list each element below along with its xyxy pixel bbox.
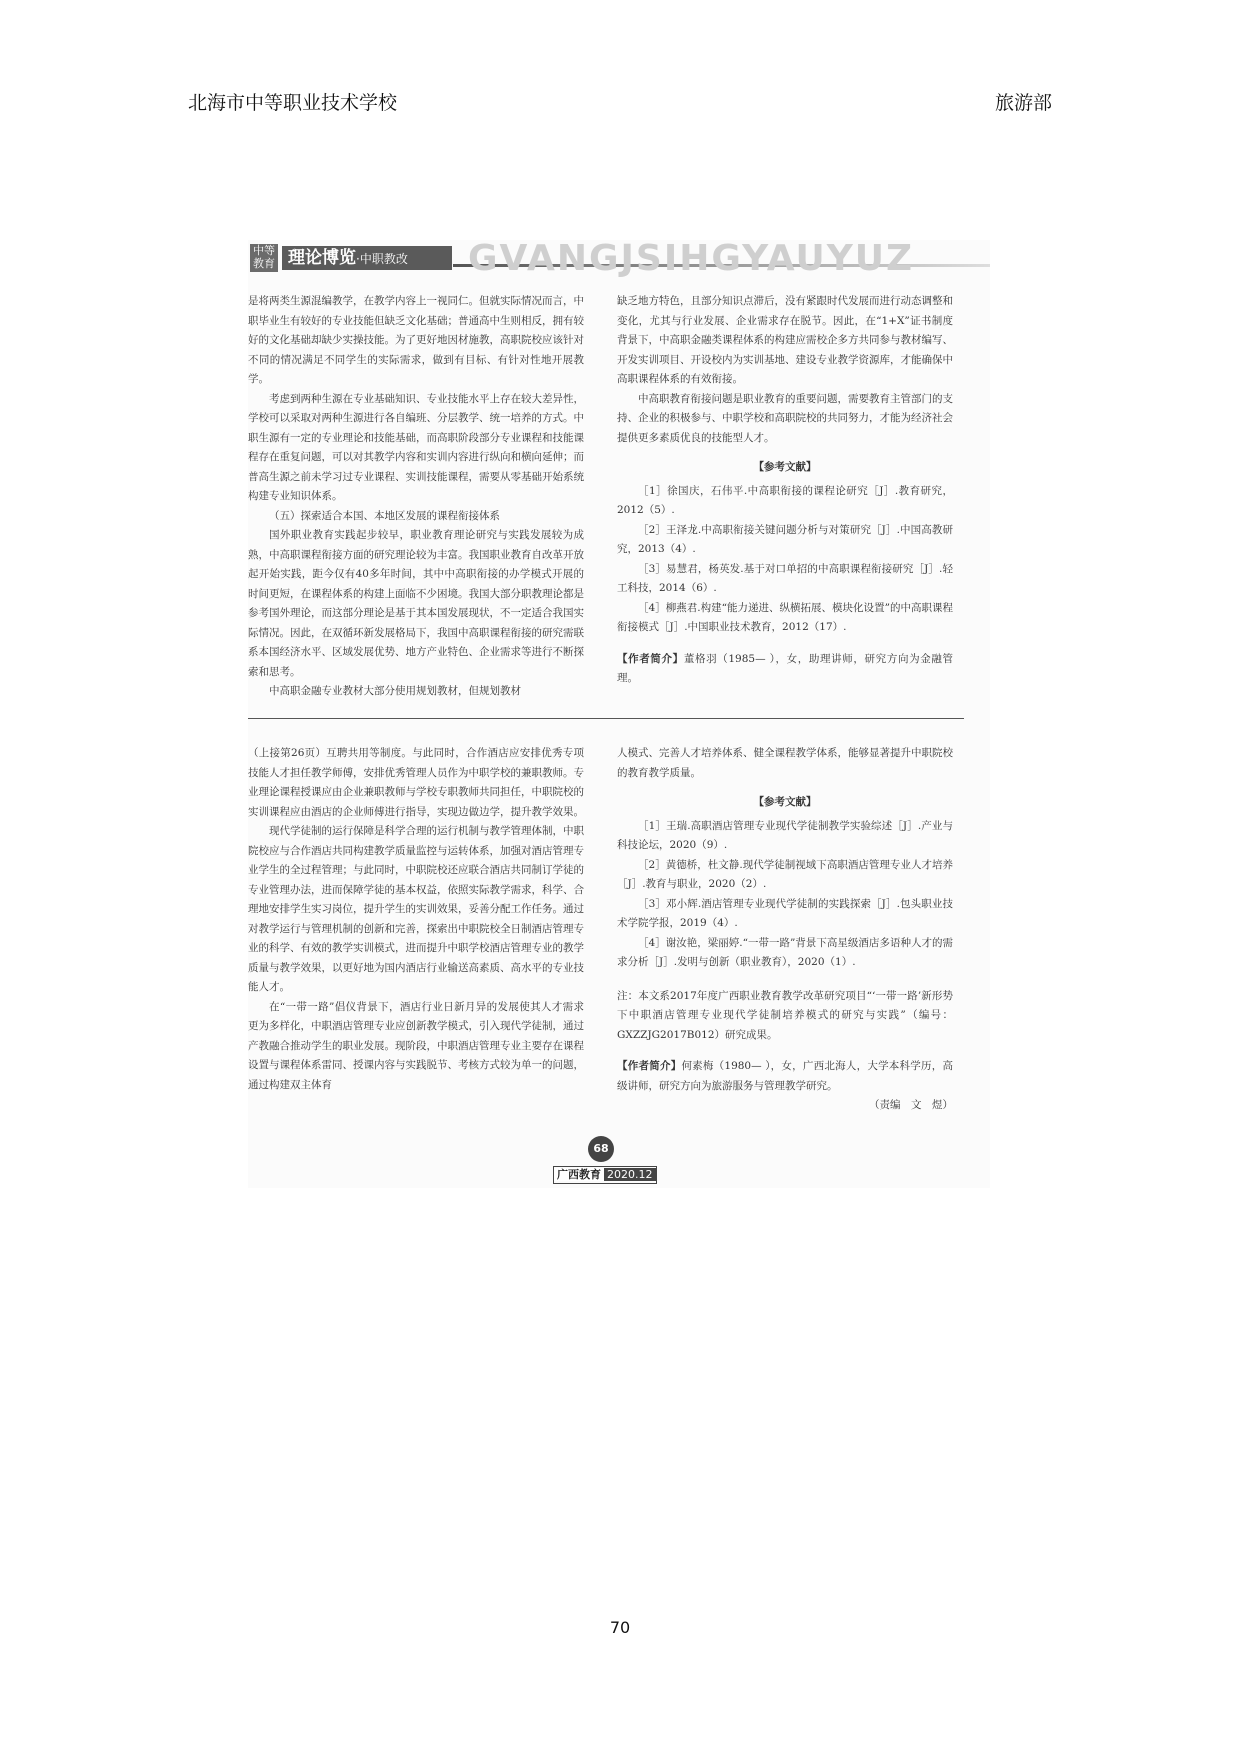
scanned-article [248, 240, 990, 1188]
page-number: 70 [609, 1618, 631, 1637]
top-left-column [248, 292, 584, 712]
paragraph: 是将两类生源混编教学，在教学内容上一视同仁。但就实际情况而言，中职毕业生有较好的专业技能但缺乏文化基础；普通高中生则相反，拥有较好的文化基础却缺少实操技能。为了更好地因材施教，高职院校应该针对不同的情况满足不同学生的实际需求，做到有目标、有针对性地开展教学。 [248, 295, 584, 385]
page-header [188, 88, 1052, 118]
paragraph: 考虑到两种生源在专业基础知识、专业技能水平上存在较大差异性，学校可以采取对两种生源进行各自编班、分层教学、统一培养的方式。中职生源有一定的专业理论和技能基础，而高职阶段部分专业课程和技能课程存在重复问题，可以对其教学内容和实训内容进行纵向和横向延伸；而普高生源之前未学习过专业课程、实训技能课程，需要从零基础开始系统构建专业知识体系。 [248, 392, 584, 502]
editor-credit: （责编 文 煜） [869, 1099, 953, 1111]
top-right-column [617, 292, 953, 712]
author-bio [617, 650, 953, 689]
magazine-footer [553, 1166, 657, 1184]
article-divider [248, 718, 964, 719]
paragraph: 中高职教育衔接问题是职业教育的重要问题，需要教育主管部门的支持、企业的积极参与、中职学校和高职院校的共同努力，才能为经济社会提供更多素质优良的技能型人才。 [617, 392, 953, 444]
reference-item: ［3］邓小辉.酒店管理专业现代学徒制的实践探索［J］.包头职业技术学院学报，2019（4）. [617, 897, 953, 929]
funding-note: 注：本文系2017年度广西职业教育教学改革研究项目“‘一带一路’新形势下中职酒店管理专业现代学徒制培养模式的研究与实践”（编号：GXZZJG2017B012）研究成果。 [617, 989, 953, 1041]
bottom-left-column [248, 744, 584, 1144]
paragraph: 缺乏地方特色，且部分知识点滞后，没有紧跟时代发展而进行动态调整和变化，尤其与行业发展、企业需求存在脱节。因此，在“1+X”证书制度背景下，中高职金融类课程体系的构建应需校企多方共同参与教材编写、开发实训项目、开设校内为实训基地、建设专业教学资源库，才能确保中高职课程体系的有效衔接。 [617, 295, 953, 385]
magazine-name: 广西教育 [554, 1168, 604, 1181]
paragraph: 中高职金融专业教材大部分使用规划教材，但规划教材 [269, 685, 521, 697]
paragraph: 现代学徒制的运行保障是科学合理的运行机制与教学管理体制，中职院校应与合作酒店共同构建教学质量监控与运转体系，加强对酒店管理专业学生的全过程管理；与此同时，中职院校还应联合酒店共同制订学徒的专业管理办法，进而保障学徒的基本权益，依照实际教学需求，科学、合理地安排学生实习岗位，提升学生的实训效果，妥善分配工作任务。通过对教学运行与管理机制的创新和完善，探索出中职院校全日制酒店管理专业的科学、有效的教学实训模式，进而提升中职学校酒店管理专业的教学质量与教学效果，以更好地为国内酒店行业输送高素质、高水平的专业技能人才。 [248, 825, 584, 993]
school-name: 北海市中等职业技术学校 [188, 92, 398, 114]
column-title-bar [282, 246, 452, 270]
paragraph: 在“一带一路”倡仪背景下，酒店行业日新月异的发展使其人才需求更为多样化，中职酒店管理专业应创新教学模式，引入现代学徒制，通过产教融合推动学生的职业发展。现阶段，中职酒店管理专业主要存在课程设置与课程体系雷同、授课内容与实践脱节、考核方式较为单一的问题，通过构建双主体育 [248, 1000, 584, 1091]
magazine-page-number: 68 [588, 1136, 614, 1162]
author-bio-text: 何素梅（1980— ），女，广西北海人，大学本科学历，高级讲师，研究方向为旅游服务与管理教学研究。 [617, 1060, 954, 1092]
author-bio [617, 1057, 953, 1096]
journal-logo: 中等 教育 [250, 244, 278, 272]
journal-banner [248, 238, 990, 279]
section-heading: （五）探索适合本国、本地区发展的课程衔接体系 [269, 509, 500, 522]
department-name: 旅游部 [994, 92, 1052, 114]
author-bio-label: 【作者简介】 [617, 652, 684, 665]
paragraph: 国外职业教育实践起步较早，职业教育理论研究与实践发展较为成熟，中高职课程衔接方面的研究理论较为丰富。我国职业教育自改革开放起开始实践，距今仅有40多年时间，其中中高职衔接的办学模式开展的时间更短，在课程体系的构建上面临不少困境。我国大部分职教理论都是参考国外理论，而这部分理论是基于其本国发展现状，不一定适合我国实际情况。因此，在双循环新发展格局下，我国中高职课程衔接的研究需联系本国经济水平、区域发展优势、地方产业特色、企业需求等进行不断探索和思考。 [248, 529, 584, 678]
column-subtitle: ·中职教改 [356, 252, 408, 266]
paragraph: 人模式、完善人才培养体系、健全课程教学体系，能够显著提升中职院校的教育教学质量。 [617, 747, 953, 779]
references-heading: 【参考文献】 [753, 461, 817, 473]
column-title: 理论博览 [288, 248, 356, 268]
reference-item: ［1］徐国庆，石伟平.中高职衔接的课程论研究［J］.教育研究，2012（5）. [617, 484, 953, 516]
references-heading: 【参考文献】 [753, 796, 817, 808]
reference-item: ［3］易慧君，杨英发.基于对口单招的中高职课程衔接研究［J］.轻工科技，2014（6）. [617, 562, 953, 594]
reference-item: ［4］谢汝艳，梁丽婷.“一带一路”背景下高星级酒店多语种人才的需求分析［J］.发明与创新（职业教育），2020（1）. [617, 936, 953, 968]
reference-item: ［2］王泽龙.中高职衔接关键问题分析与对策研究［J］.中国高教研究，2013（4）. [617, 523, 953, 555]
reference-item: ［2］黄德桥，杜文静.现代学徒制视域下高职酒店管理专业人才培养［J］.教育与职业，2020（2）. [617, 858, 953, 890]
reference-item: ［1］王瑞.高职酒店管理专业现代学徒制教学实验综述［J］.产业与科技论坛，2020（9）. [617, 819, 953, 851]
paragraph: （上接第26页）互聘共用等制度。与此同时，合作酒店应安排优秀专项技能人才担任教学师傅，安排优秀管理人员作为中职学校的兼职教师。专业理论课程授课应由企业兼职教师与学校专职教师共同担任，中职院校的实训课程应由酒店的企业师傅进行指导，实现边做边学，提升教学效果。 [248, 747, 584, 818]
author-bio-text: 董格羽（1985— ），女，助理讲师，研究方向为金融管理。 [617, 652, 954, 684]
bottom-right-column [617, 744, 953, 1144]
author-bio-label: 【作者简介】 [617, 1060, 682, 1072]
magazine-issue: 2020.12 [604, 1168, 656, 1181]
reference-item: ［4］柳燕君.构建“能力递进、纵横拓展、模块化设置”的中高职课程衔接模式［J］.中国职业技术教育，2012（17）. [617, 601, 953, 633]
banner-watermark: GVANGJSIHGYAUYUZ [468, 238, 915, 279]
